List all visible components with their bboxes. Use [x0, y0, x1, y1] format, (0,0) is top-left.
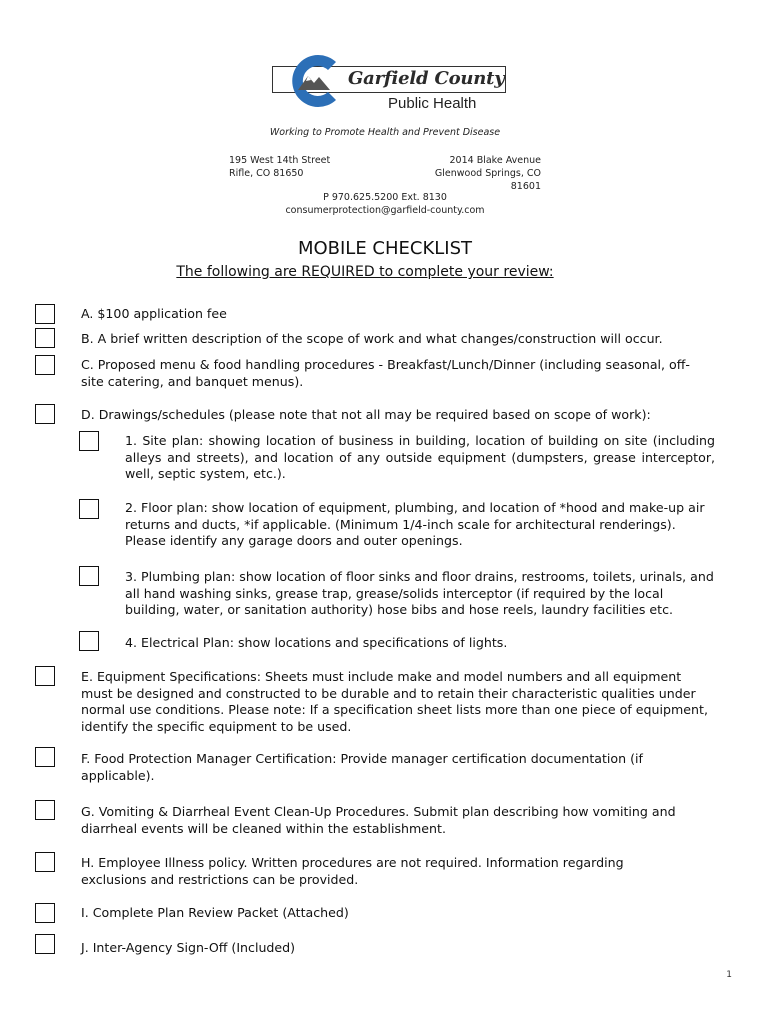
address-rifle	[229, 154, 330, 180]
item-b-text: B. A brief written description of the scope of work and what changes/construction will occur.	[81, 331, 663, 346]
checkbox-d4[interactable]	[79, 631, 99, 651]
item-a-text: A. $100 application fee	[81, 306, 227, 321]
checkbox-c[interactable]	[35, 355, 55, 375]
item-j-text: J. Inter-Agency Sign-Off (Included)	[81, 940, 296, 955]
email-address: consumerprotection@garfield-county.com	[285, 205, 485, 216]
address-glenwood	[411, 154, 541, 193]
address-glenwood-street: 2014 Blake Avenue	[449, 155, 541, 166]
item-h-text: H. Employee Illness policy. Written procedures are not required. Information regarding exclusions and restrictions can be provided.	[81, 855, 624, 887]
checkbox-f[interactable]	[35, 747, 55, 767]
page-number: 1	[726, 970, 732, 980]
item-d-text: D. Drawings/schedules (please note that not all may be required based on scope of work):	[81, 407, 651, 422]
checkbox-g[interactable]	[35, 800, 55, 820]
item-c-text: C. Proposed menu & food handling procedures - Breakfast/Lunch/Dinner (including seasonal, off- site catering, and banquet menus).	[81, 357, 690, 389]
contact-info	[0, 191, 770, 217]
checkbox-e[interactable]	[35, 666, 55, 686]
checkbox-b[interactable]	[35, 328, 55, 348]
checkbox-i[interactable]	[35, 903, 55, 923]
garfield-county-logo-icon	[286, 50, 346, 112]
checkbox-d2[interactable]	[79, 499, 99, 519]
checkbox-d[interactable]	[35, 404, 55, 424]
item-d2-text: 2. Floor plan: show location of equipment, plumbing, and location of *hood and make-up air returns and ducts, *if applicable. (Minimum 1/4-inch scale for architectural renderings). Please identify any garage doors and outer openings.	[125, 500, 705, 549]
logo-name: Garfield County	[348, 68, 505, 89]
item-e-text: E. Equipment Specifications: Sheets must include make and model numbers and all equipment must be designed and constructed to be durable and to retain their characteristic qualities under normal use conditions. Please note: If a specification sheet lists more than one piece of equipment, identify the specific equipment to be used.	[81, 669, 708, 734]
address-glenwood-city: Glenwood Springs, CO 81601	[434, 168, 541, 192]
item-i-text: I. Complete Plan Review Packet (Attached)	[81, 905, 349, 920]
item-d3-text: 3. Plumbing plan: show location of floor sinks and floor drains, restrooms, toilets, urinals, and all hand washing sinks, grease trap, grease/solids interceptor (if required by the local building, water, or sanitation authority) hose bibs and hose reels, laundry facilities etc.	[125, 569, 714, 618]
page-title: MOBILE CHECKLIST	[297, 238, 473, 259]
address-rifle-city: Rifle, CO 81650	[229, 168, 304, 179]
address-rifle-street: 195 West 14th Street	[229, 155, 331, 166]
phone-number: P 970.625.5200 Ext. 8130	[323, 192, 447, 203]
item-g-text: G. Vomiting & Diarrheal Event Clean-Up Procedures. Submit plan describing how vomiting and diarrheal events will be cleaned within the establishment.	[81, 804, 676, 836]
checkbox-h[interactable]	[35, 852, 55, 872]
page-subtitle: The following are REQUIRED to complete your review:	[176, 264, 554, 280]
checkbox-d1[interactable]	[79, 431, 99, 451]
item-f-text: F. Food Protection Manager Certification: Provide manager certification documentation (if applicable).	[81, 751, 643, 783]
checkbox-a[interactable]	[35, 304, 55, 324]
item-d1-text: 1. Site plan: showing location of business in building, location of building on site (including alleys and streets), and location of any outside equipment (dumpsters, grease interceptor, well, septic system, etc.).	[125, 433, 715, 482]
checkbox-d3[interactable]	[79, 566, 99, 586]
logo-subtitle: Public Health	[388, 95, 477, 112]
tagline: Working to Promote Health and Prevent Disease	[269, 127, 501, 138]
checkbox-j[interactable]	[35, 934, 55, 954]
item-d4-text: 4. Electrical Plan: show locations and specifications of lights.	[125, 635, 508, 650]
